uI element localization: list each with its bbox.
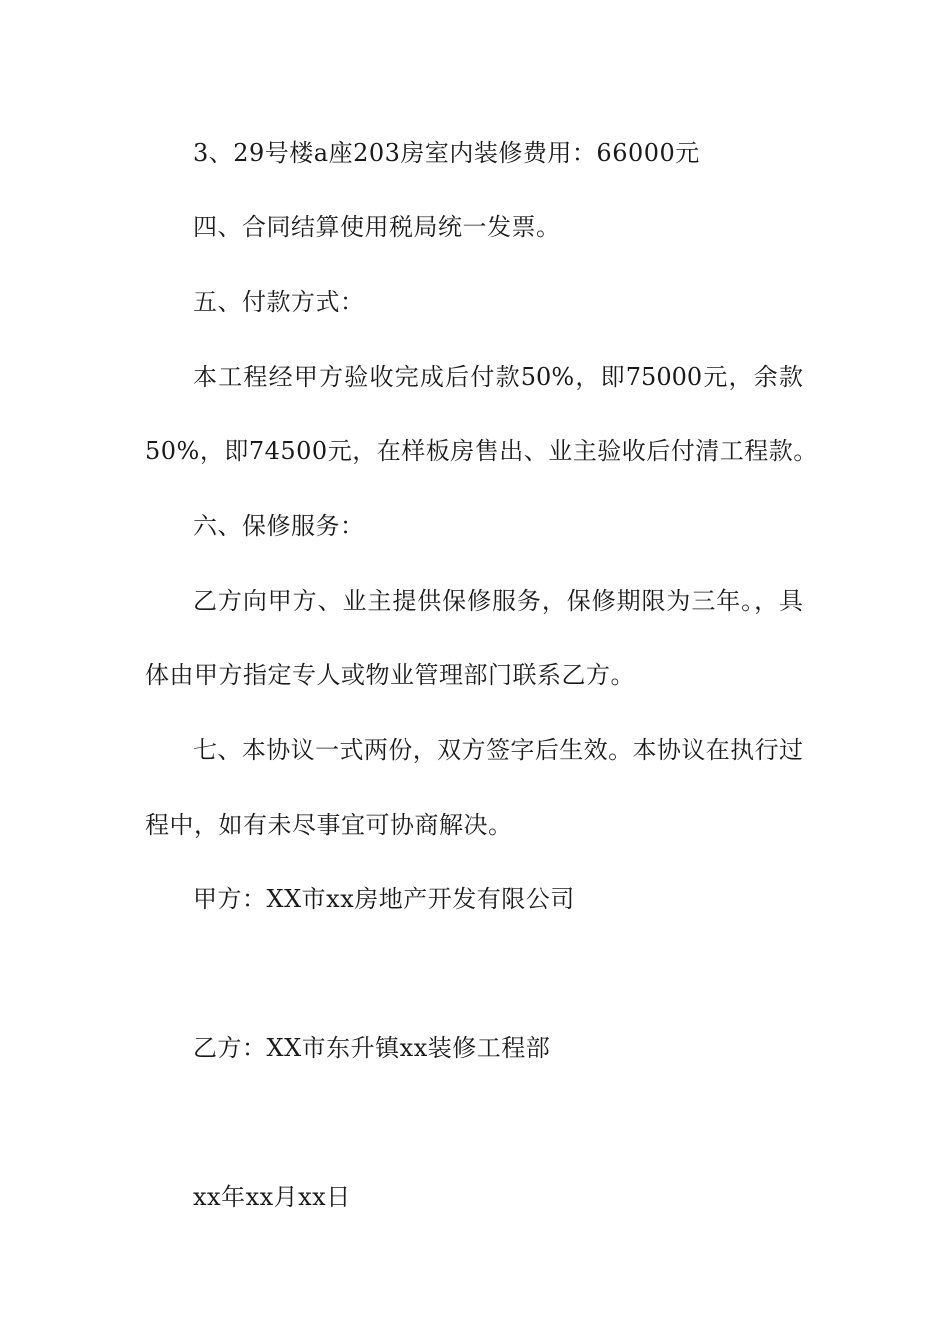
signature-date: xx年xx月xx日 <box>193 1183 351 1211</box>
paragraph-warranty-line-1: 乙方向甲方、业主提供保修服务，保修期限为三年。，具 <box>193 587 803 615</box>
paragraph-renovation-cost: 3、29号楼a座203房室内装修费用：66000元 <box>193 139 700 167</box>
paragraph-invoice-clause: 四、合同结算使用税局统一发票。 <box>193 213 561 241</box>
paragraph-agreement-line-1: 七、本协议一式两份，双方签字后生效。本协议在执行过 <box>193 736 803 764</box>
paragraph-payment-line-2: 50%，即74500元，在样板房售出、业主验收后付清工程款。 <box>145 437 818 465</box>
paragraph-warranty-line-2: 体由甲方指定专人或物业管理部门联系乙方。 <box>145 661 635 689</box>
signature-party-b: 乙方：XX市东升镇xx装修工程部 <box>193 1034 551 1062</box>
paragraph-payment-line-1: 本工程经甲方验收完成后付款50%，即75000元，余款 <box>193 363 803 391</box>
heading-payment-method: 五、付款方式： <box>193 288 365 316</box>
paragraph-agreement-line-2: 程中，如有未尽事宜可协商解决。 <box>145 811 513 839</box>
signature-party-a: 甲方：XX市xx房地产开发有限公司 <box>193 885 575 913</box>
heading-warranty-service: 六、保修服务： <box>193 512 365 540</box>
